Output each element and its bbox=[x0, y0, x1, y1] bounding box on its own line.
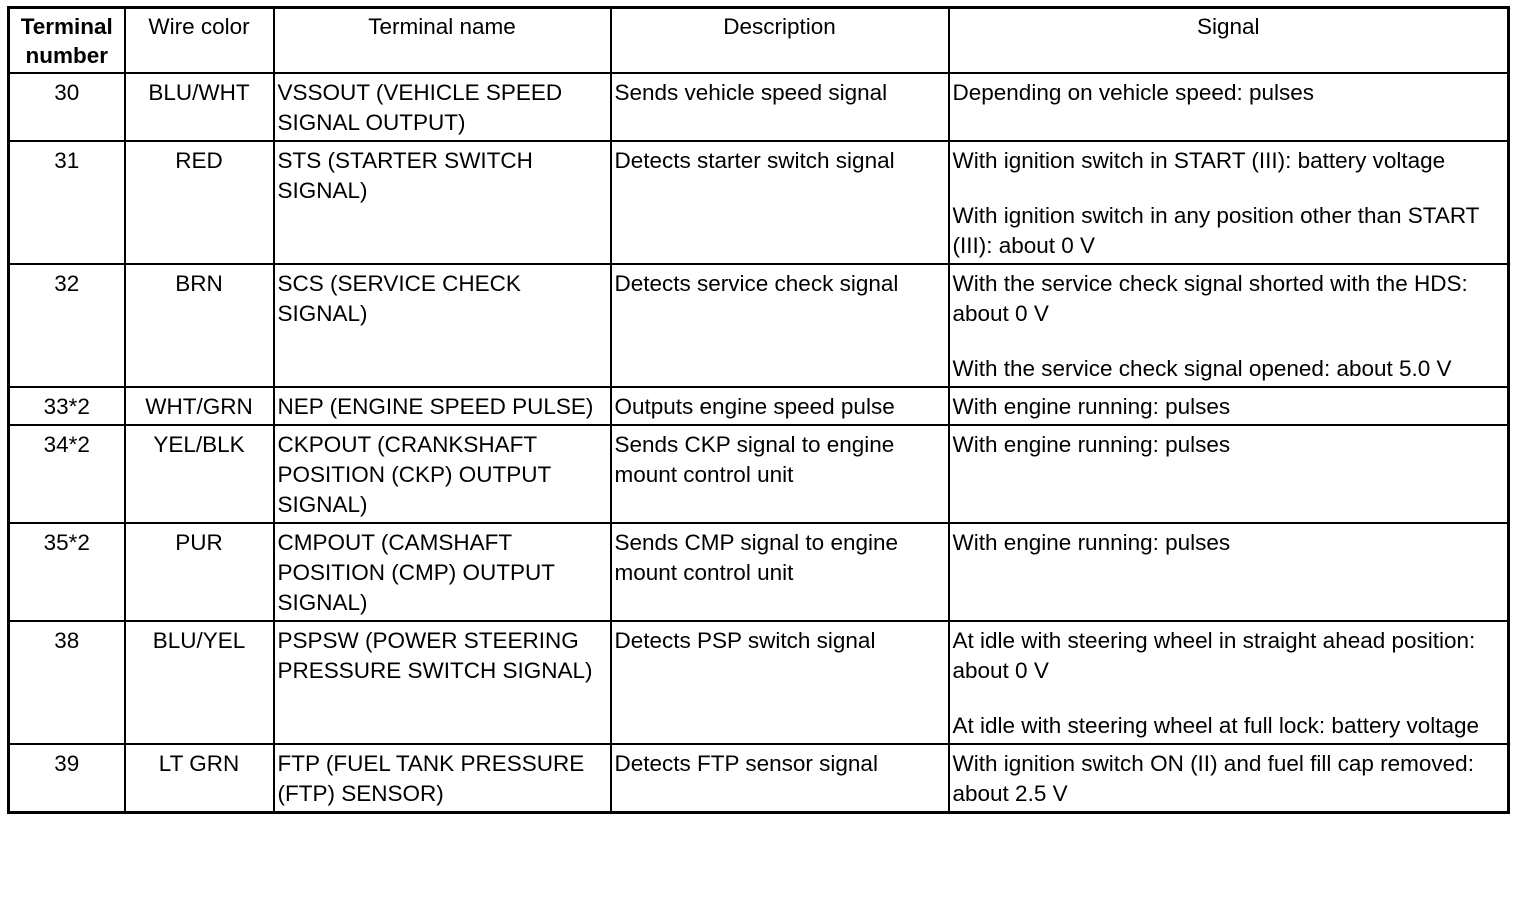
signal-line: With ignition switch in any position other than START (III): about 0 V bbox=[952, 203, 1480, 258]
header-description: Description bbox=[611, 8, 949, 74]
cell-description: Detects service check signal bbox=[611, 264, 949, 387]
cell-terminal-number: 38 bbox=[9, 621, 125, 744]
cell-wire-color: BLU/WHT bbox=[125, 73, 274, 141]
header-row bbox=[9, 8, 1509, 74]
signal-line: Depending on vehicle speed: pulses bbox=[952, 80, 1315, 105]
cell-terminal-number: 39 bbox=[9, 744, 125, 813]
cell-signal bbox=[949, 73, 1509, 141]
table-row bbox=[9, 523, 1509, 621]
table-row bbox=[9, 744, 1509, 813]
table-row bbox=[9, 73, 1509, 141]
signal-line: With engine running: pulses bbox=[952, 432, 1231, 457]
cell-description: Detects PSP switch signal bbox=[611, 621, 949, 744]
cell-terminal-number: 31 bbox=[9, 141, 125, 264]
cell-terminal-name: PSPSW (POWER STEERING PRESSURE SWITCH SIGNAL) bbox=[274, 621, 611, 744]
cell-description: Sends CMP signal to engine mount control unit bbox=[611, 523, 949, 621]
table-body bbox=[9, 73, 1509, 813]
cell-signal bbox=[949, 744, 1509, 813]
signal-line: At idle with steering wheel in straight ahead position: about 0 V bbox=[952, 628, 1476, 683]
cell-wire-color: PUR bbox=[125, 523, 274, 621]
cell-wire-color: WHT/GRN bbox=[125, 387, 274, 425]
header-signal: Signal bbox=[949, 8, 1509, 74]
cell-description: Outputs engine speed pulse bbox=[611, 387, 949, 425]
cell-terminal-name: VSSOUT (VEHICLE SPEED SIGNAL OUTPUT) bbox=[274, 73, 611, 141]
cell-terminal-name: CKPOUT (CRANKSHAFT POSITION (CKP) OUTPUT SIGNAL) bbox=[274, 425, 611, 523]
cell-wire-color: RED bbox=[125, 141, 274, 264]
cell-description: Detects FTP sensor signal bbox=[611, 744, 949, 813]
signal-line: With the service check signal opened: about 5.0 V bbox=[952, 356, 1452, 381]
cell-terminal-name: STS (STARTER SWITCH SIGNAL) bbox=[274, 141, 611, 264]
cell-wire-color: YEL/BLK bbox=[125, 425, 274, 523]
table-row bbox=[9, 621, 1509, 744]
cell-signal bbox=[949, 621, 1509, 744]
terminal-table bbox=[7, 6, 1510, 814]
cell-wire-color: LT GRN bbox=[125, 744, 274, 813]
cell-terminal-name: NEP (ENGINE SPEED PULSE) bbox=[274, 387, 611, 425]
cell-description: Detects starter switch signal bbox=[611, 141, 949, 264]
cell-description: Sends CKP signal to engine mount control unit bbox=[611, 425, 949, 523]
table-row bbox=[9, 425, 1509, 523]
signal-line: With engine running: pulses bbox=[952, 394, 1231, 419]
cell-terminal-number: 34*2 bbox=[9, 425, 125, 523]
cell-description: Sends vehicle speed signal bbox=[611, 73, 949, 141]
signal-line: With engine running: pulses bbox=[952, 530, 1231, 555]
cell-terminal-number: 30 bbox=[9, 73, 125, 141]
cell-terminal-name: CMPOUT (CAMSHAFT POSITION (CMP) OUTPUT SIGNAL) bbox=[274, 523, 611, 621]
cell-terminal-number: 35*2 bbox=[9, 523, 125, 621]
cell-wire-color: BRN bbox=[125, 264, 274, 387]
table-row bbox=[9, 141, 1509, 264]
cell-terminal-name: FTP (FUEL TANK PRESSURE (FTP) SENSOR) bbox=[274, 744, 611, 813]
signal-line: At idle with steering wheel at full lock: battery voltage bbox=[952, 713, 1480, 738]
table-row bbox=[9, 264, 1509, 387]
cell-terminal-number: 32 bbox=[9, 264, 125, 387]
cell-terminal-name: SCS (SERVICE CHECK SIGNAL) bbox=[274, 264, 611, 387]
header-terminal-name: Terminal name bbox=[274, 8, 611, 74]
table-row bbox=[9, 387, 1509, 425]
cell-signal bbox=[949, 264, 1509, 387]
signal-line: With ignition switch ON (II) and fuel fill cap removed: about 2.5 V bbox=[952, 751, 1474, 806]
signal-line: With ignition switch in START (III): battery voltage bbox=[952, 148, 1446, 173]
cell-signal bbox=[949, 387, 1509, 425]
cell-wire-color: BLU/YEL bbox=[125, 621, 274, 744]
signal-line: With the service check signal shorted with the HDS: about 0 V bbox=[952, 271, 1468, 326]
cell-signal bbox=[949, 425, 1509, 523]
header-wire-color: Wire color bbox=[125, 8, 274, 74]
cell-signal bbox=[949, 523, 1509, 621]
cell-signal bbox=[949, 141, 1509, 264]
cell-terminal-number: 33*2 bbox=[9, 387, 125, 425]
header-terminal-number: Terminal number bbox=[9, 8, 125, 74]
